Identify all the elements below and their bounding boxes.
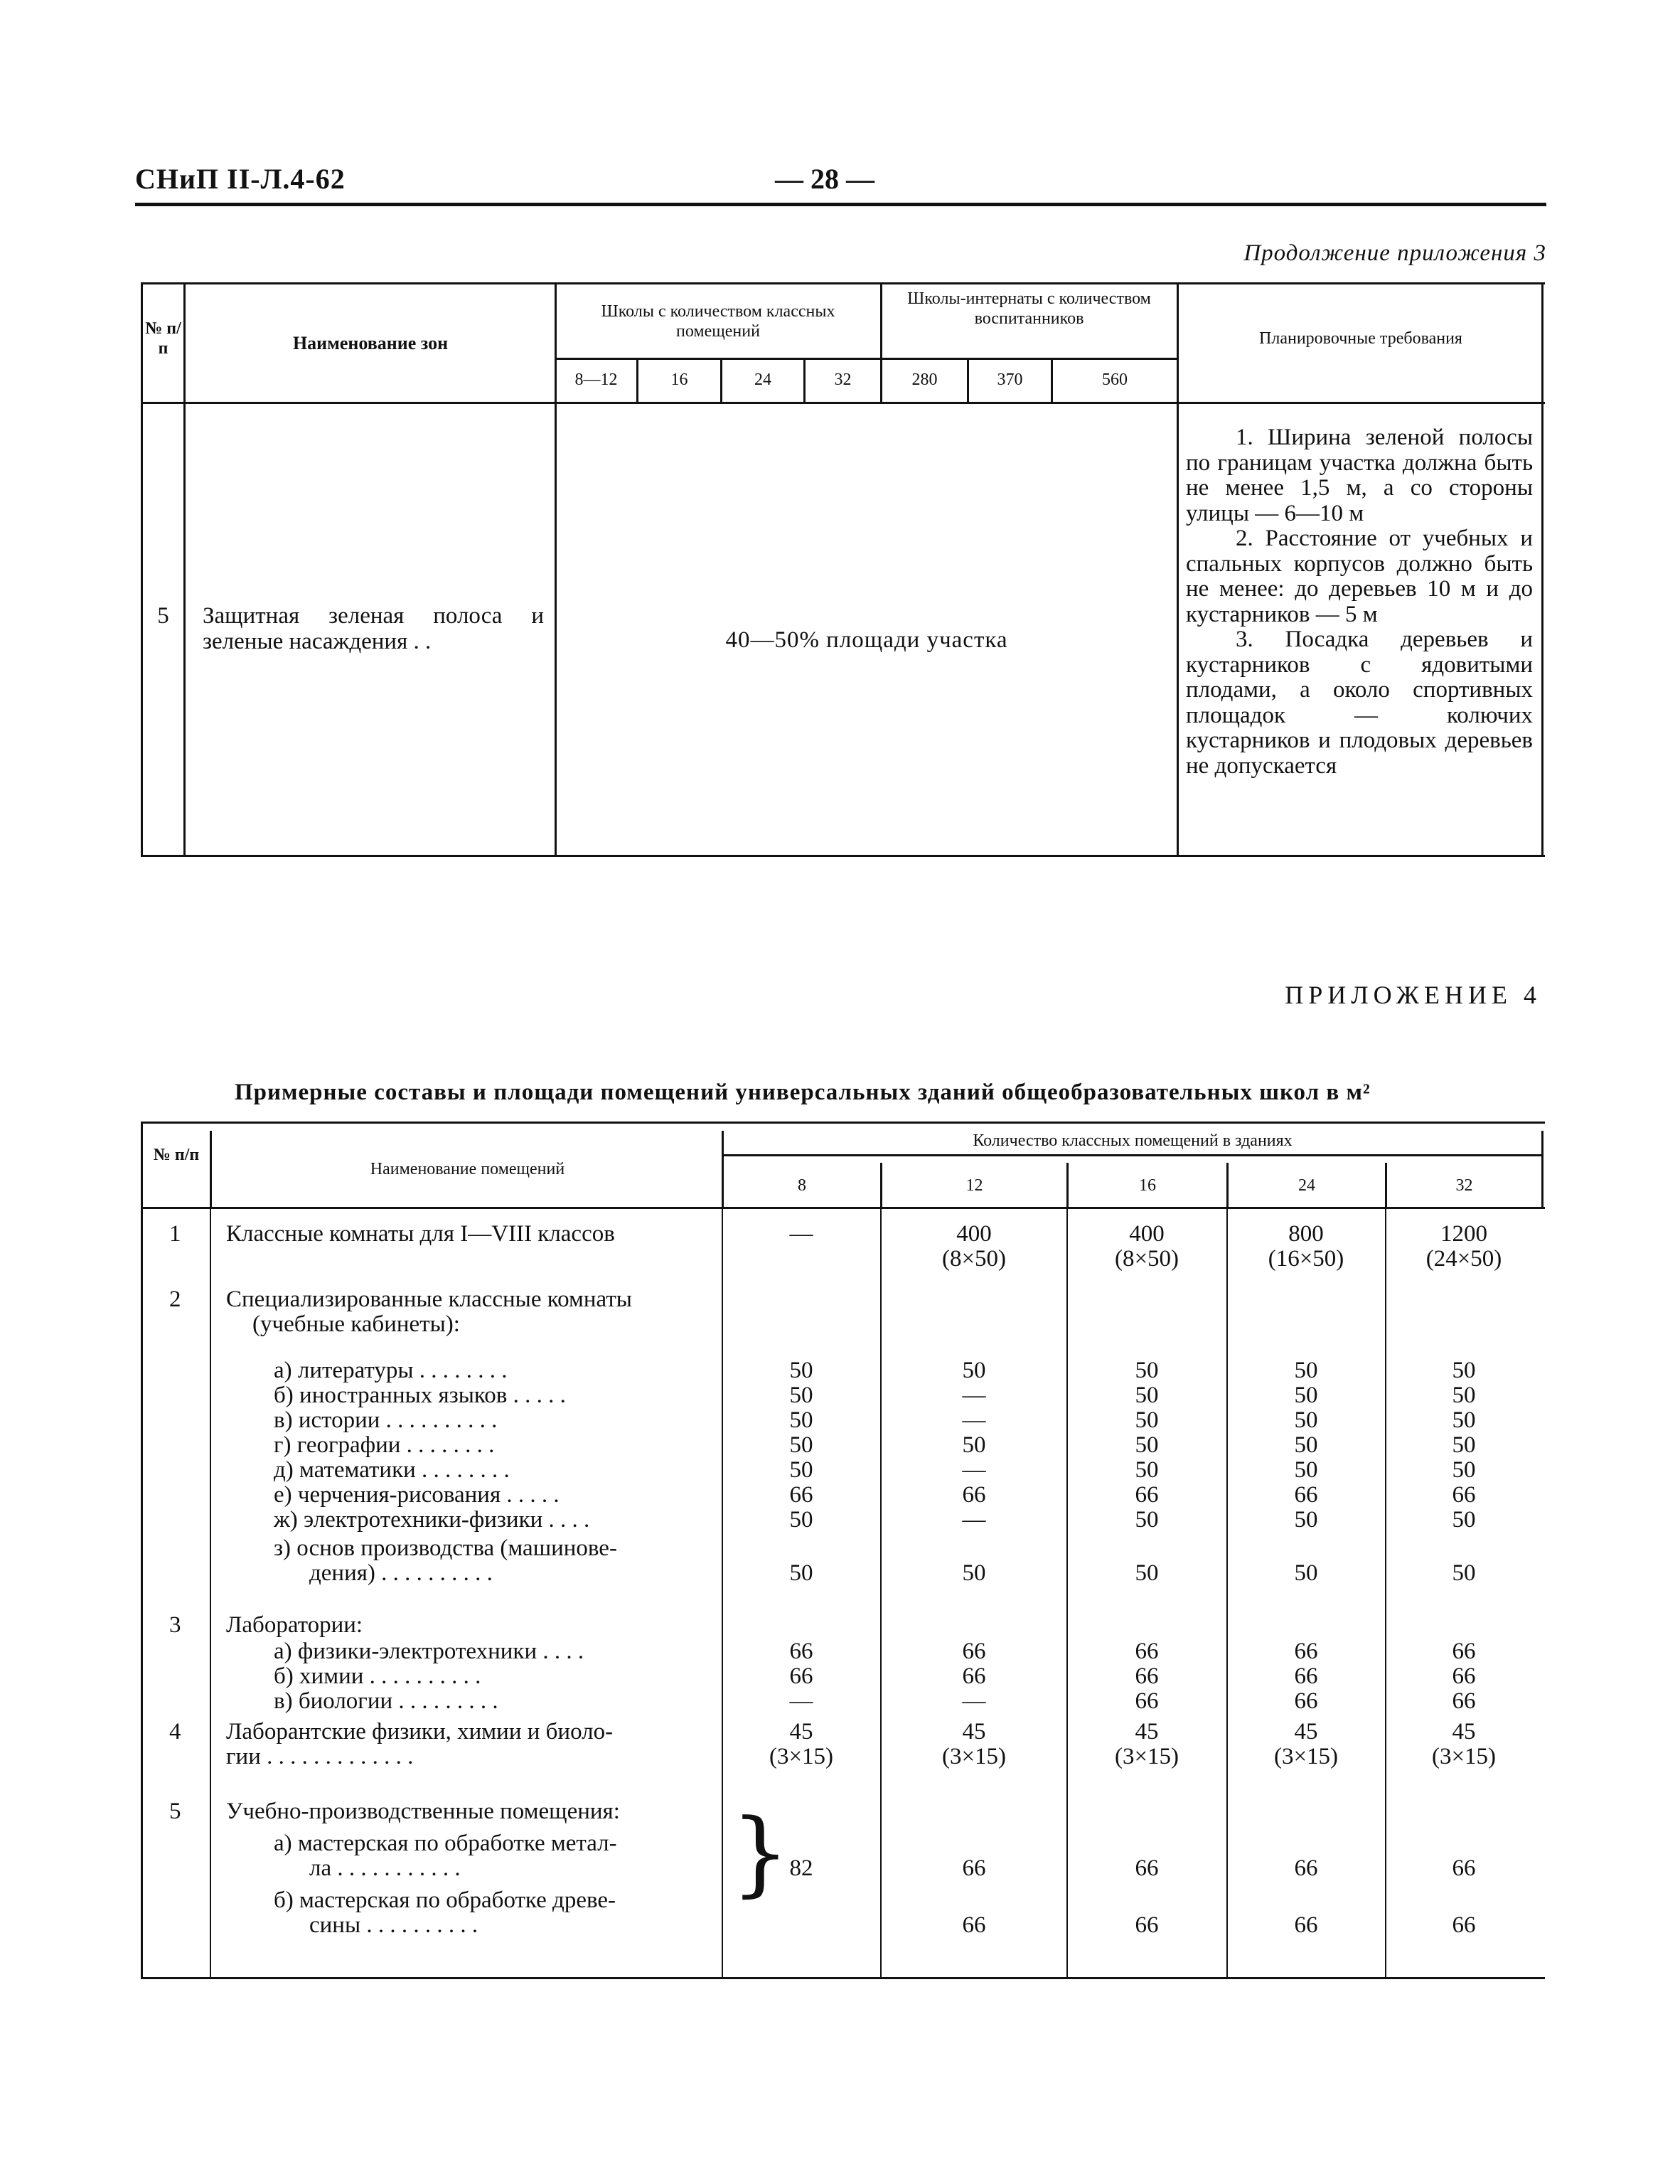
table-cell: 66 (1135, 1688, 1159, 1714)
table-cell: 50 (1135, 1560, 1159, 1586)
table-row-name: б) мастерская по обработке древе- (274, 1887, 616, 1913)
requirement-1: 1. Ширина зеленой полосы по границам участка должна быть не менее 1,5 м, а со стороны улицы — 6—10 м (1186, 425, 1533, 526)
t1-sub-rule-schools (555, 358, 880, 360)
t1-vline (1541, 282, 1543, 857)
table-cell: 66 (1294, 1482, 1318, 1508)
table-row-name: е) черчения-рисования . . . . . (274, 1482, 560, 1508)
t1-group-boarding: Школы-интернаты с количеством воспитанников (907, 289, 1151, 328)
table-cell: 66 (1452, 1663, 1476, 1689)
table-cell: 45 (3×15) (1431, 1719, 1497, 1769)
t1-vline (141, 282, 143, 857)
table-row-name: а) литературы . . . . . . . . (274, 1358, 508, 1383)
table-cell: 66 (1294, 1688, 1318, 1714)
t2-col: 32 (1455, 1176, 1473, 1195)
table-cell: 50 (962, 1358, 986, 1383)
table-cell: — (962, 1688, 986, 1714)
table-cell: 82 (789, 1855, 813, 1881)
table-row-name: д) математики . . . . . . . . (274, 1457, 510, 1483)
table-row-num: 3 (169, 1612, 181, 1638)
table-cell: — (962, 1407, 986, 1433)
t2-bottom-rule (141, 1977, 1545, 1979)
table-cell: 50 (1452, 1560, 1476, 1586)
table-cell: 66 (962, 1912, 986, 1938)
t1-sub-col: 560 (1102, 371, 1128, 389)
table-row-name: в) истории . . . . . . . . . . (274, 1407, 498, 1433)
table-row-name: а) физики-электротехники . . . . (274, 1639, 584, 1664)
table-cell: 66 (1294, 1912, 1318, 1938)
t1-col-requirements: Планировочные требования (1259, 329, 1462, 348)
table-cell: 66 (1452, 1482, 1476, 1508)
t2-vline (1541, 1131, 1543, 1208)
t1-vline (183, 282, 186, 857)
table-cell: 50 (789, 1358, 813, 1383)
table-cell: 45 (3×15) (769, 1719, 834, 1769)
table-cell: 66 (1452, 1639, 1476, 1664)
table-cell: 50 (962, 1560, 986, 1586)
table-cell: 50 (1452, 1432, 1476, 1458)
table-cell: 66 (1294, 1855, 1318, 1881)
t1-sub-col: 8—12 (574, 371, 618, 389)
table-row-name: з) основ производства (машинове- (274, 1535, 617, 1561)
table-cell: 50 (1452, 1383, 1476, 1408)
table-cell: 50 (789, 1507, 813, 1533)
table-cell: 66 (962, 1482, 986, 1508)
table-cell: 50 (1294, 1507, 1318, 1533)
t1-col-num: № п/п (145, 319, 181, 358)
table-row-name-cont: дения) . . . . . . . . . . (309, 1560, 493, 1586)
t1-group-schools: Школы с количеством классных помещений (601, 302, 835, 341)
table-row-name-cont: сины . . . . . . . . . . (309, 1912, 478, 1938)
table-cell: 50 (1452, 1358, 1476, 1383)
appendix-label: ПРИЛОЖЕНИЕ 4 (1285, 981, 1541, 1009)
table-cell: — (962, 1507, 986, 1533)
t2-top-rule (141, 1122, 1545, 1124)
table-cell: 66 (962, 1663, 986, 1689)
table-cell: 50 (789, 1407, 813, 1433)
t1-header-rule (141, 402, 1545, 404)
table-cell: 50 (1294, 1358, 1318, 1383)
t2-col-name: Наименование помещений (370, 1160, 565, 1178)
table-row-name: а) мастерская по обработке метал- (274, 1831, 617, 1856)
t1-col-zone: Наименование зон (292, 333, 449, 353)
table-cell: — (789, 1221, 813, 1247)
table-cell: — (789, 1688, 813, 1714)
t1-sub-col: 24 (754, 371, 771, 389)
table-cell: 50 (1135, 1358, 1159, 1383)
t1-vline (1177, 282, 1179, 857)
table-row-name: Лаборатории: (226, 1612, 363, 1638)
table-row-name-cont: гии . . . . . . . . . . . . . (226, 1744, 414, 1769)
t1-top-rule (141, 282, 1545, 284)
t2-header-rule (141, 1207, 1545, 1209)
t1-sub-col: 16 (670, 371, 688, 389)
table-row-name: г) географии . . . . . . . . (274, 1432, 495, 1458)
t1-sub-col: 280 (911, 371, 938, 389)
table-cell: 66 (1135, 1855, 1159, 1881)
t2-col: 16 (1139, 1176, 1156, 1195)
t2-vline (880, 1209, 884, 1977)
table-cell: 50 (1294, 1560, 1318, 1586)
table-cell: 66 (789, 1639, 813, 1664)
t1-sub-col: 370 (997, 371, 1023, 389)
table-cell: 45 (3×15) (1114, 1719, 1179, 1769)
table-cell: 66 (1135, 1639, 1159, 1664)
table-row-name: Классные комнаты для I—VIII классов (226, 1221, 615, 1247)
t2-col: 24 (1298, 1176, 1315, 1195)
table-cell: 50 (1452, 1507, 1476, 1533)
t2-col: 12 (965, 1176, 983, 1195)
table-row-num: 1 (169, 1221, 181, 1247)
t2-col: 8 (798, 1176, 806, 1195)
t1-bottom-rule (141, 855, 1545, 857)
table-row-name: б) иностранных языков . . . . . (274, 1383, 566, 1408)
table-row-num: 4 (169, 1719, 181, 1744)
curly-brace-icon: } (731, 1799, 790, 1907)
table-cell: 66 (1452, 1855, 1476, 1881)
table-cell: 50 (789, 1560, 813, 1586)
t2-vline (141, 1122, 143, 1979)
t1-row-num: 5 (157, 603, 169, 629)
table-cell: 50 (1135, 1407, 1159, 1433)
table-cell: 66 (1294, 1663, 1318, 1689)
t2-vline (210, 1209, 213, 1977)
table-cell: 50 (1135, 1457, 1159, 1483)
table-cell: 50 (1294, 1407, 1318, 1433)
appendix-title: Примерные составы и площади помещений универсальных зданий общеобразовательных школ в м² (235, 1080, 1371, 1105)
table-cell: 50 (789, 1432, 813, 1458)
table-cell: 50 (962, 1432, 986, 1458)
table-row-name: Учебно-производственные помещения: (226, 1799, 620, 1824)
table-cell: 66 (1135, 1663, 1159, 1689)
table-cell: 50 (1135, 1432, 1159, 1458)
table-row-name-cont: ла . . . . . . . . . . . (309, 1855, 461, 1881)
table-cell: 50 (789, 1457, 813, 1483)
table-row-num: 2 (169, 1287, 181, 1312)
table-cell: 66 (789, 1663, 813, 1689)
t2-col-num: № п/п (153, 1146, 200, 1164)
table-cell: 50 (1135, 1507, 1159, 1533)
table-cell: 66 (1452, 1912, 1476, 1938)
requirement-3: 3. Посадка деревьев и кустарников с ядовитыми плодами, а около спортивных площадок — колючих кустарников и плодовых деревьев не допускается (1186, 627, 1533, 779)
t1-sub-rule-boarding (880, 358, 1177, 360)
table-cell: 50 (1452, 1457, 1476, 1483)
table-cell: 66 (1135, 1482, 1159, 1508)
table-cell: 50 (1294, 1457, 1318, 1483)
table-cell: 400 (8×50) (941, 1221, 1007, 1272)
t1-row-zone: Защитная зеленая полоса и зеленые насаждения . . (203, 603, 544, 654)
table-row-name: ж) электротехники-физики . . . . (274, 1507, 590, 1533)
t1-vline (555, 282, 557, 857)
t2-group-header: Количество классных помещений в зданиях (973, 1131, 1293, 1150)
document-code: СНиП II-Л.4-62 (135, 163, 346, 195)
table-row-name: в) биологии . . . . . . . . . (274, 1688, 498, 1714)
table-cell: 1200 (24×50) (1425, 1221, 1502, 1272)
t1-sub-col: 32 (834, 371, 852, 389)
table-cell: 800 (16×50) (1268, 1221, 1344, 1272)
table-cell: 50 (1452, 1407, 1476, 1433)
table-cell: 45 (3×15) (1273, 1719, 1339, 1769)
table-cell: 50 (789, 1383, 813, 1408)
t2-vline (210, 1131, 212, 1208)
table-row-name: б) химии . . . . . . . . . . (274, 1663, 481, 1689)
table-cell: 50 (1294, 1432, 1318, 1458)
table-cell: 400 (8×50) (1114, 1221, 1179, 1272)
header-rule (135, 203, 1546, 206)
table-cell: 50 (1294, 1383, 1318, 1408)
table-row-num: 5 (169, 1799, 181, 1824)
table-cell: 50 (1135, 1383, 1159, 1408)
t2-group-rule (722, 1154, 1543, 1156)
table-row-name: Специализированные классные комнаты (226, 1287, 632, 1312)
table-cell: 45 (3×15) (941, 1719, 1007, 1769)
table-cell: 66 (962, 1855, 986, 1881)
table-cell: 66 (1452, 1688, 1476, 1714)
table-cell: 66 (962, 1639, 986, 1664)
table-row-name-cont: (учебные кабинеты): (252, 1311, 460, 1337)
t1-row-requirements (1186, 425, 1533, 779)
table-cell: 66 (789, 1482, 813, 1508)
requirement-2: 2. Расстояние от учебных и спальных корпусов должно быть не менее: до деревьев 10 м и до кустарников — 5 м (1186, 526, 1533, 627)
continuation-note: Продолжение приложения 3 (1243, 240, 1546, 266)
table-cell: — (962, 1457, 986, 1483)
table-cell: — (962, 1383, 986, 1408)
table-cell: 66 (1135, 1912, 1159, 1938)
page-number: — 28 — (775, 163, 874, 195)
table-row-name: Лаборантские физики, химии и биоло- (226, 1719, 614, 1744)
t1-row-value: 40—50% площади участка (725, 627, 1008, 653)
table-cell: 66 (1294, 1639, 1318, 1664)
